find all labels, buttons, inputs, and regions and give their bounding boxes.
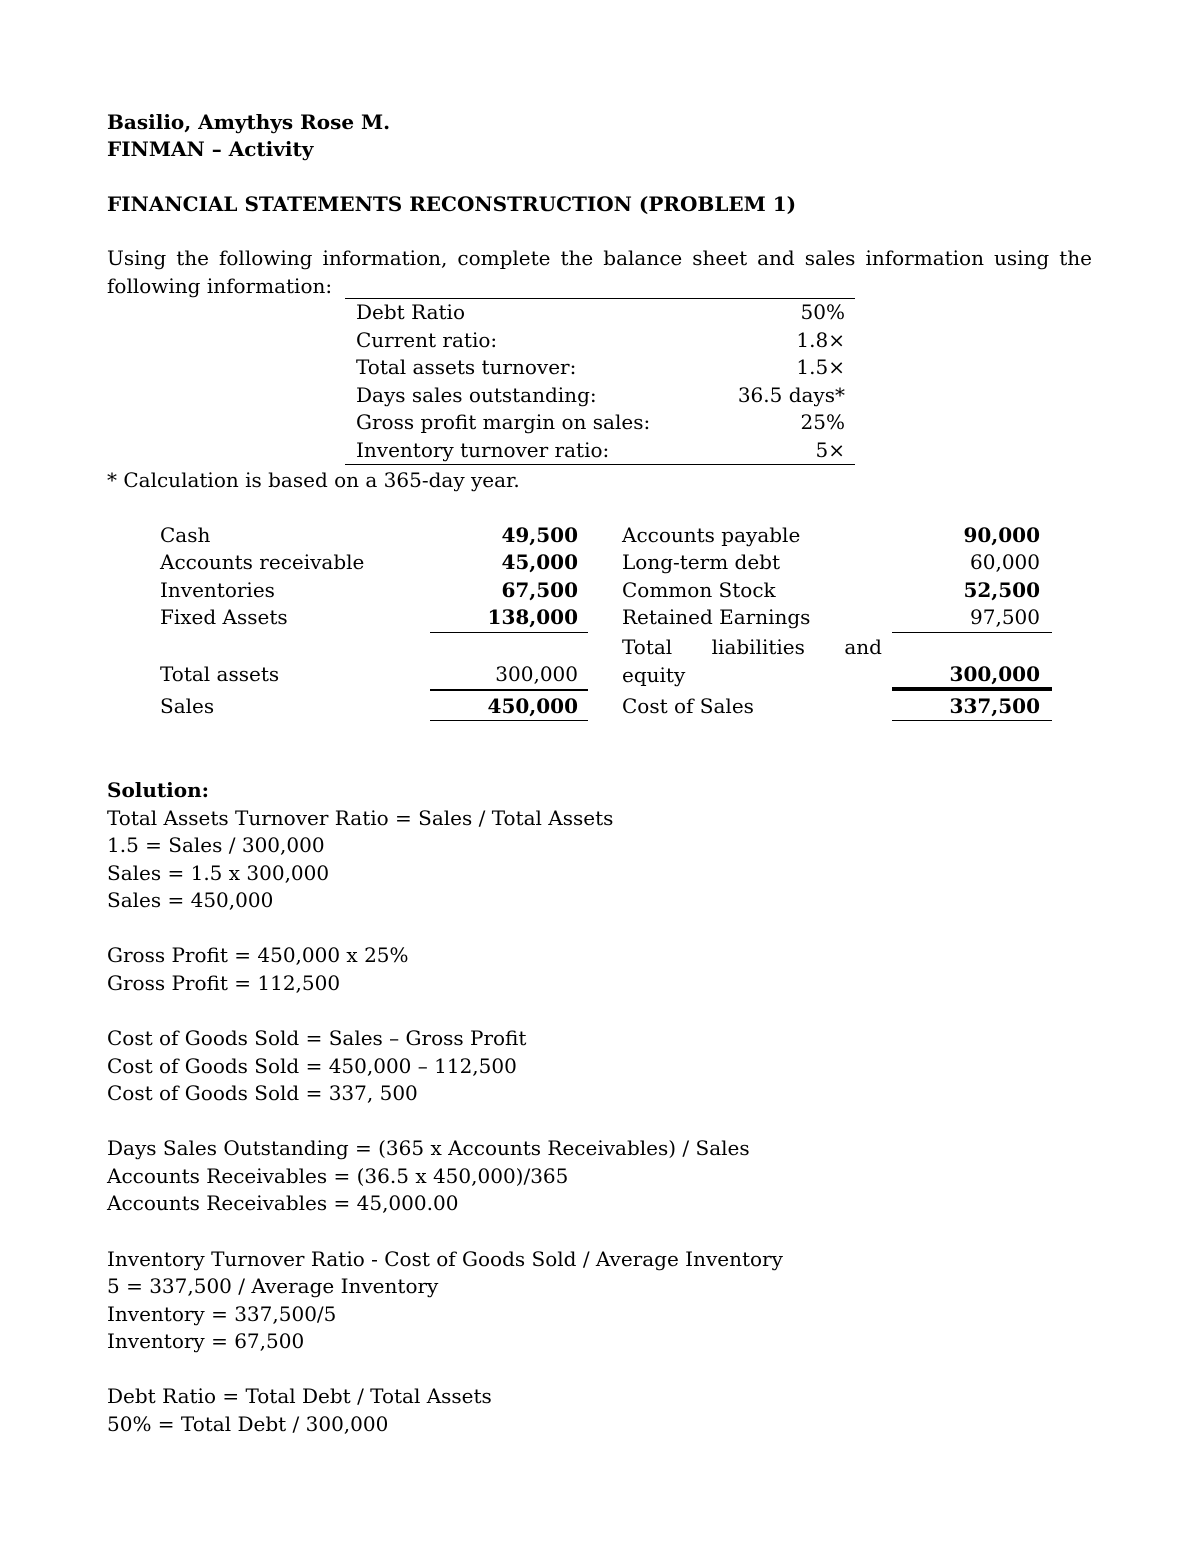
course-title: FINMAN – Activity <box>107 137 314 161</box>
solution-line: Cost of Goods Sold = Sales – Gross Profit <box>107 1026 527 1050</box>
solution-line: Accounts Receivables = (36.5 x 450,000)/365 <box>107 1164 569 1188</box>
bs-label-long-term-debt: Long-term debt <box>622 550 780 574</box>
ratio-row <box>345 437 855 465</box>
solution-line: Inventory Turnover Ratio - Cost of Goods Sold / Average Inventory <box>107 1247 783 1271</box>
tle-word: equity <box>622 662 686 687</box>
ratio-table <box>345 298 855 465</box>
bs-label-total-assets: Total assets <box>160 662 280 686</box>
tle-word: and <box>844 635 882 659</box>
ratio-row <box>345 327 855 355</box>
bs-value-total-liabilities-equity: 300,000 <box>949 662 1040 686</box>
bs-label-sales: Sales <box>160 694 215 718</box>
intro-paragraph: Using the following information, complete the balance sheet and sales information using the following information: <box>107 246 1092 298</box>
ratio-label: Total assets turnover: <box>356 355 577 379</box>
bs-value-payables: 90,000 <box>963 523 1040 547</box>
solution-line: Days Sales Outstanding = (365 x Accounts Receivables) / Sales <box>107 1136 750 1160</box>
ratio-label: Debt Ratio <box>356 300 465 324</box>
bs-label-inventories: Inventories <box>160 578 275 602</box>
ratio-label: Days sales outstanding: <box>356 382 597 407</box>
solution-line: Accounts Receivables = 45,000.00 <box>107 1191 459 1215</box>
ratio-label: Current ratio: <box>356 327 498 352</box>
solution-line: 1.5 = Sales / 300,000 <box>107 833 325 857</box>
ratio-value: 1.5× <box>796 355 845 379</box>
rule-divider <box>892 687 1052 691</box>
bs-label-cost-of-sales: Cost of Sales <box>622 694 754 718</box>
bs-value-common-stock: 52,500 <box>963 578 1040 602</box>
ratio-value: 50% <box>800 300 845 324</box>
bs-value-receivables: 45,000 <box>501 550 578 574</box>
solution-line: Inventory = 337,500/5 <box>107 1302 337 1326</box>
bs-value-fixed-assets: 138,000 <box>487 605 578 629</box>
rule-divider <box>430 720 588 721</box>
solution-line: Inventory = 67,500 <box>107 1329 305 1353</box>
bs-value-cost-of-sales: 337,500 <box>949 694 1040 718</box>
solution-line: Cost of Goods Sold = 450,000 – 112,500 <box>107 1054 517 1078</box>
problem-title: FINANCIAL STATEMENTS RECONSTRUCTION (PROBLEM 1) <box>107 192 797 216</box>
bs-label-fixed-assets: Fixed Assets <box>160 605 288 629</box>
rule-divider <box>430 689 588 691</box>
bs-value-sales: 450,000 <box>487 694 578 718</box>
rule-divider <box>892 720 1052 721</box>
bs-label-retained-earnings: Retained Earnings <box>622 605 811 629</box>
tle-word: liabilities <box>711 635 805 659</box>
ratio-label: Inventory turnover ratio: <box>356 437 610 462</box>
solution-line: Sales = 1.5 x 300,000 <box>107 861 330 885</box>
solution-line: Gross Profit = 112,500 <box>107 971 341 995</box>
ratio-row <box>345 299 855 327</box>
ratio-row <box>345 382 855 410</box>
author-name: Basilio, Amythys Rose M. <box>107 110 391 134</box>
bs-value-long-term-debt: 60,000 <box>970 550 1040 574</box>
bs-label-payables: Accounts payable <box>622 523 801 547</box>
solution-line: Debt Ratio = Total Debt / Total Assets <box>107 1384 492 1408</box>
solution-line: Cost of Goods Sold = 337, 500 <box>107 1081 418 1105</box>
ratio-value: 5× <box>815 437 845 462</box>
ratio-label: Gross profit margin on sales: <box>356 410 651 434</box>
solution-heading: Solution: <box>107 778 210 802</box>
solution-line: 50% = Total Debt / 300,000 <box>107 1412 389 1436</box>
bs-label-total-liabilities-equity <box>622 634 882 689</box>
bs-value-retained-earnings: 97,500 <box>970 605 1040 629</box>
solution-line: Gross Profit = 450,000 x 25% <box>107 943 409 967</box>
solution-line: Sales = 450,000 <box>107 888 274 912</box>
bs-label-cash: Cash <box>160 523 211 547</box>
tle-word: Total <box>622 635 673 659</box>
ratio-row <box>345 409 855 437</box>
ratio-value: 25% <box>800 410 845 434</box>
bs-value-inventories: 67,500 <box>501 578 578 602</box>
ratio-row <box>345 354 855 382</box>
rule-divider <box>892 632 1052 633</box>
bs-label-common-stock: Common Stock <box>622 578 776 602</box>
ratio-value: 36.5 days* <box>737 382 845 407</box>
bs-value-cash: 49,500 <box>501 523 578 547</box>
solution-line: 5 = 337,500 / Average Inventory <box>107 1274 439 1298</box>
footnote: * Calculation is based on a 365-day year. <box>107 468 520 492</box>
ratio-value: 1.8× <box>796 327 845 352</box>
bs-label-receivables: Accounts receivable <box>160 550 365 574</box>
rule-divider <box>430 632 588 633</box>
bs-value-total-assets: 300,000 <box>495 662 578 686</box>
solution-line: Total Assets Turnover Ratio = Sales / Total Assets <box>107 806 614 830</box>
